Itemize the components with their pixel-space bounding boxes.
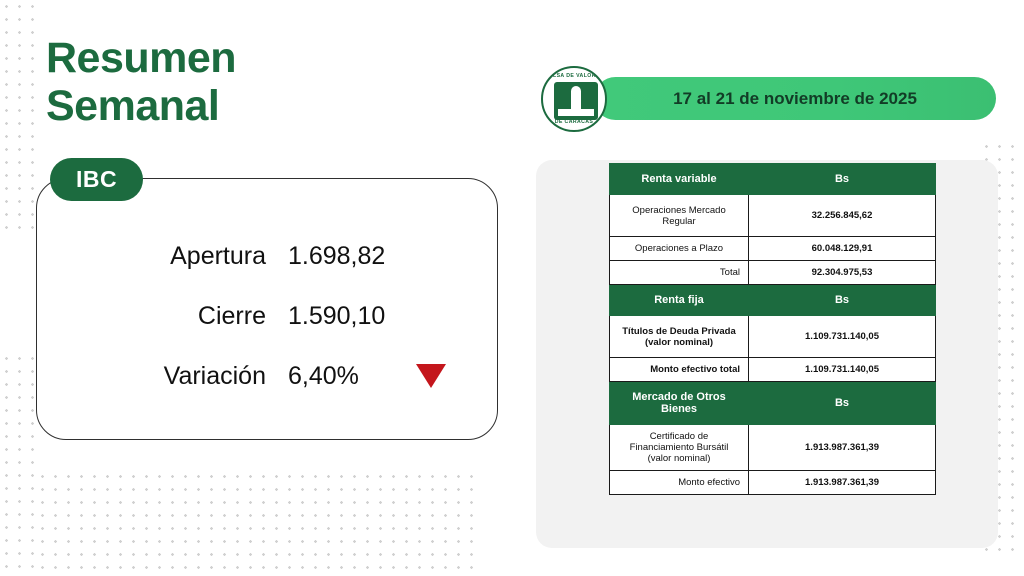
row-label: Títulos de Deuda Privada (valor nominal) [610, 316, 749, 358]
page-title [46, 34, 236, 130]
ibc-metrics-list [36, 178, 498, 440]
table-row [610, 237, 936, 261]
row-label: Monto efectivo total [610, 358, 749, 382]
row-value: 1.109.731.140,05 [749, 316, 936, 358]
ibc-metric-row [36, 230, 498, 282]
ibc-metric-label: Variación [163, 361, 266, 390]
row-value: 32.256.845,62 [749, 195, 936, 237]
row-label: Operaciones Mercado Regular [610, 195, 749, 237]
ibc-metric-value: 1.698,82 [288, 241, 386, 270]
ibc-metric-value: 6,40% [288, 361, 359, 390]
table-section-header [610, 164, 936, 195]
section-header-unit: Bs [749, 285, 936, 316]
row-label: Operaciones a Plazo [610, 237, 749, 261]
logo-ring-bottom-text: DE CARACAS [554, 119, 594, 125]
row-value: 1.913.987.361,39 [749, 471, 936, 495]
page-title-line2: Semanal [46, 82, 220, 131]
logo-emblem-icon [554, 82, 598, 120]
section-header-unit: Bs [749, 164, 936, 195]
row-value: 92.304.975,53 [749, 261, 936, 285]
market-summary-table [609, 163, 936, 495]
ibc-badge [50, 158, 143, 201]
date-range-label: 17 al 21 de noviembre de 2025 [673, 88, 917, 108]
ibc-badge-label: IBC [76, 166, 118, 192]
table-row [610, 471, 936, 495]
row-label: Total [610, 261, 749, 285]
ibc-metric-row [36, 350, 498, 402]
summary-table-wrapper [609, 163, 935, 495]
table-row [610, 316, 936, 358]
bolsa-de-valores-logo-icon [541, 66, 607, 132]
table-row [610, 261, 936, 285]
date-range-badge [594, 77, 996, 120]
row-value: 1.109.731.140,05 [749, 358, 936, 382]
table-row [610, 195, 936, 237]
section-header-label: Renta variable [610, 164, 749, 195]
trend-down-icon [416, 364, 446, 388]
ibc-metric-label: Apertura [170, 241, 266, 270]
logo-ring-top-text: BOLSA DE VALORES [544, 73, 604, 79]
section-header-label: Renta fija [610, 285, 749, 316]
dot-pattern-decoration [0, 352, 36, 576]
table-section-header [610, 382, 936, 425]
table-row [610, 358, 936, 382]
row-value: 1.913.987.361,39 [749, 425, 936, 471]
dot-pattern-decoration [0, 0, 36, 232]
ibc-metric-row [36, 290, 498, 342]
row-label: Monto efectivo [610, 471, 749, 495]
ibc-metric-value: 1.590,10 [288, 301, 386, 330]
section-header-label: Mercado de Otros Bienes [610, 382, 749, 425]
table-section-header [610, 285, 936, 316]
section-header-unit: Bs [749, 382, 936, 425]
dot-pattern-decoration [36, 470, 476, 576]
page-title-line1: Resumen [46, 34, 237, 82]
ibc-metric-label: Cierre [197, 301, 266, 330]
row-label: Certificado de Financiamiento Bursátil (valor nominal) [610, 425, 749, 471]
row-value: 60.048.129,91 [749, 237, 936, 261]
table-row [610, 425, 936, 471]
